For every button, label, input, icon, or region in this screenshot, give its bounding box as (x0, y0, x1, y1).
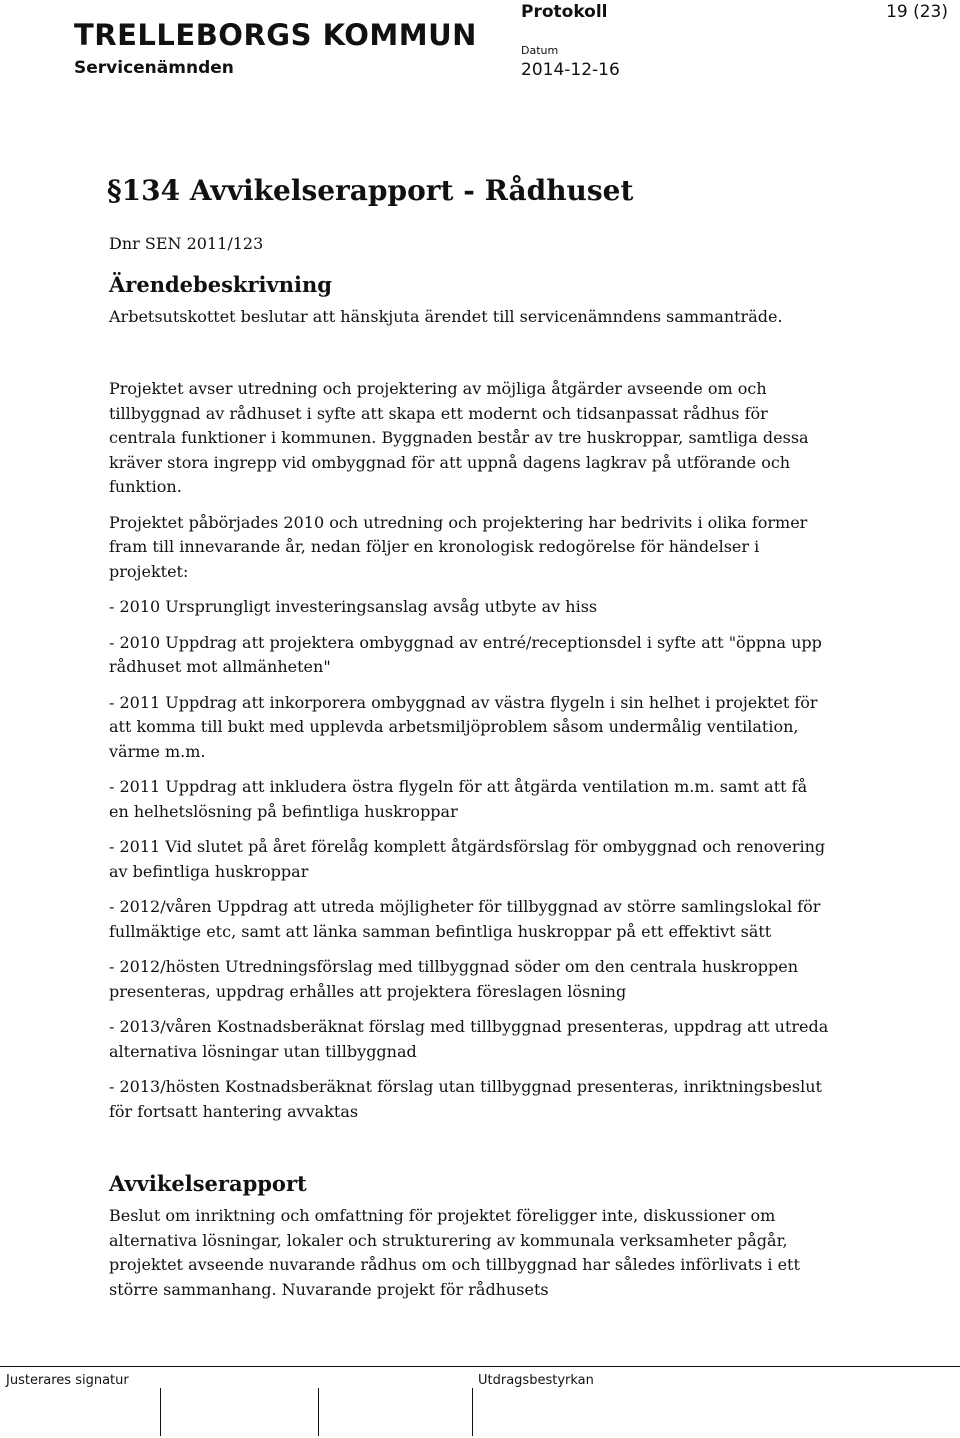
signature-box-divider (318, 1388, 319, 1436)
event-item: - 2012/våren Uppdrag att utreda möjligheter för tillbyggnad av större samlingslokal för fullmäktige etc, samt att länka samman befintliga huskroppar på ett effektivt sätt (109, 897, 821, 941)
event-item: - 2011 Vid slutet på året förelåg komplett åtgärdsförslag för ombyggnad och renovering av befintliga huskroppar (109, 837, 826, 881)
paragraph: Projektet påbörjades 2010 och utredning och projektering har bedrivits i olika former fram till innevarande år, nedan följer en kronologisk redogörelse för händelser i projektet: (109, 512, 808, 581)
paragraph: Projektet avser utredning och projektering av möjliga åtgärder avseende om och tillbyggnad av rådhuset i syfte att skapa ett modernt och tidsanpassat rådhus för centrala funktioner i kommunen. Byggnaden består av tre huskroppar, samtliga dessa kräver stora ingrepp vid ombyggnad för att uppnå dagens lagkrav på utförande och funktion. (109, 379, 809, 496)
organization-name: TRELLEBORGS KOMMUN (74, 18, 477, 52)
event-item: - 2011 Uppdrag att inkludera östra flygeln för att åtgärda ventilation m.m. samt att få en helhetslösning på befintliga huskroppar (109, 777, 808, 821)
event-item: - 2012/hösten Utredningsförslag med tillbyggnad söder om den centrala huskroppen presenteras, uppdrag erhålles att projektera föreslagen lösning (109, 957, 799, 1001)
date-label: Datum (521, 44, 559, 57)
footer-divider (0, 1366, 960, 1367)
event-item: - 2010 Ursprungligt investeringsanslag avsåg utbyte av hiss (109, 597, 598, 616)
arendebeskrivning-heading: Ärendebeskrivning (109, 271, 332, 297)
page-number: 19 (23) (886, 2, 948, 22)
event-item: - 2011 Uppdrag att inkorporera ombyggnad av västra flygeln i sin helhet i projektet för att komma till bukt med upplevda arbetsmiljöproblem såsom undermålig ventilation, värme m.m. (109, 692, 818, 761)
extract-label: Utdragsbestyrkan (478, 1373, 594, 1388)
document-type: Protokoll (521, 2, 608, 22)
department-name: Servicenämnden (74, 58, 234, 78)
signature-box-divider (160, 1388, 161, 1436)
signature-label: Justerares signatur (6, 1373, 129, 1388)
paragraph: Beslut om inriktning och omfattning för projektet föreligger inte, diskussioner om alternativa lösningar, lokaler och strukturering av kommunala verksamheter pågår, projektet avseende nuvarande rådhus om och tillbyggnad har således införlivats i ett större sammanhang. Nuvarande projekt för rådhusets (109, 1206, 800, 1299)
event-item: - 2013/våren Kostnadsberäknat förslag med tillbyggnad presenteras, uppdrag att utreda alternativa lösningar utan tillbyggnad (109, 1017, 829, 1061)
section-title: §134 Avvikelserapport - Rådhuset (107, 174, 634, 207)
event-item: - 2010 Uppdrag att projektera ombyggnad av entré/receptionsdel i syfte att "öppna upp rådhuset mot allmänheten" (109, 632, 822, 676)
paragraph: Arbetsutskottet beslutar att hänskjuta ärendet till servicenämndens sammanträde. (109, 306, 783, 326)
avvikelserapport-heading: Avvikelserapport (109, 1171, 307, 1196)
case-number: Dnr SEN 2011/123 (109, 234, 264, 253)
document-date: 2014-12-16 (521, 60, 620, 80)
event-item: - 2013/hösten Kostnadsberäknat förslag utan tillbyggnad presenteras, inriktningsbeslut för fortsatt hantering avvaktas (109, 1077, 822, 1121)
document-body (109, 232, 829, 1302)
signature-box-divider (472, 1388, 473, 1436)
